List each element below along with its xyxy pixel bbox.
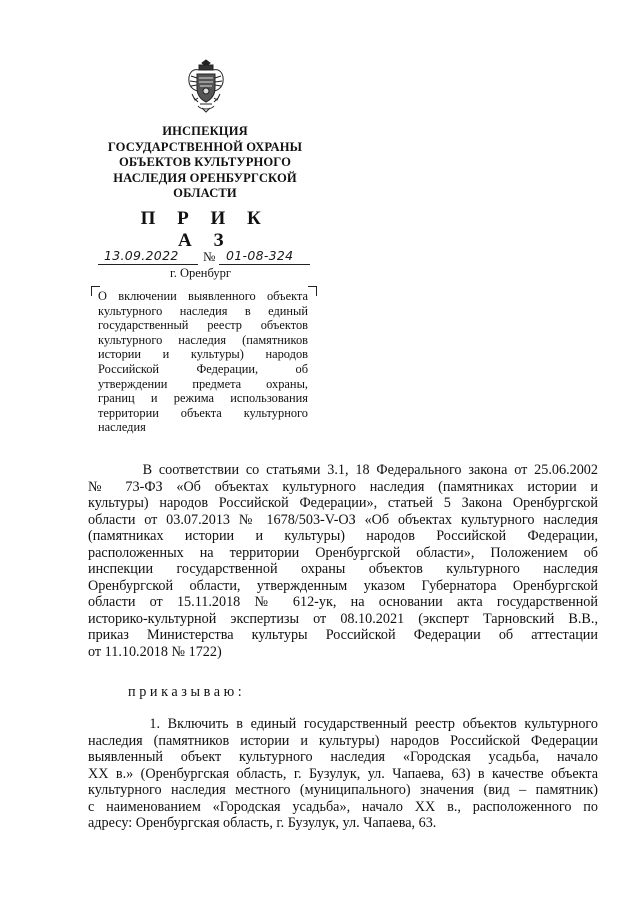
- subject-line: культурного наследия в единый: [98, 303, 308, 318]
- handwritten-date: 13.09.2022: [104, 248, 179, 263]
- city-of-issue: г. Оренбург: [170, 266, 231, 280]
- subject-line: государственный реестр объектов: [98, 318, 308, 333]
- order-subject: [98, 289, 308, 435]
- subject-line: О включении выявленного объекта: [98, 289, 308, 303]
- org-line: ОБЪЕКТОВ КУЛЬТУРНОГО: [118, 155, 292, 170]
- subject-line: истории и культуры) народов: [98, 347, 308, 362]
- subject-line: наследия: [98, 420, 146, 435]
- preamble-line: № 73-ФЗ «Об объектах культурного наследия (памятниках истории и: [88, 478, 598, 495]
- date-number-line: [98, 247, 310, 265]
- preamble-line: области от 03.07.2013 № 1678/503-V-ОЗ «Об объектах культурного наследия: [88, 511, 598, 528]
- preamble-line: приказ Министерства культуры Российской Федерации об аттестации: [88, 627, 598, 644]
- subject-bracket-right: [308, 286, 317, 296]
- order-word: приказываю:: [128, 684, 246, 700]
- preamble-line: (памятниках истории и культуры) народов Российской Федерации,: [88, 528, 598, 545]
- preamble-line: Оренбургской области, утвержденным указом Губернатора Оренбургской: [88, 577, 598, 594]
- subject-line: культурного наследия (памятников: [98, 332, 308, 347]
- org-line: НАСЛЕДИЯ ОРЕНБУРГСКОЙ: [113, 170, 297, 185]
- preamble-line: культуры) народов Российской Федерации», статьей 5 Закона Оренбургской: [88, 495, 598, 512]
- preamble-line: инспекции государственной охраны объектов культурного наследия: [88, 561, 598, 578]
- org-line: ОБЛАСТИ: [173, 186, 237, 201]
- org-line: ГОСУДАРСТВЕННОЙ ОХРАНЫ: [107, 139, 303, 154]
- item-line: XX в.» (Оренбургская область, г. Бузулук, ул. Чапаева, 63) в качестве объекта: [88, 765, 598, 782]
- preamble-line: от 11.10.2018 № 1722): [88, 644, 222, 661]
- document-type-title: П Р И К А З: [140, 208, 270, 251]
- subject-line: границ и режима использования: [98, 391, 308, 406]
- preamble-paragraph: [88, 462, 598, 661]
- preamble-line: В соответствии со статьями 3.1, 18 Федерального закона от 25.06.2002: [88, 462, 598, 478]
- issuing-organization: [96, 124, 314, 202]
- item-line: выявленный объект культурного наследия «Городская усадьба, начало: [88, 749, 598, 766]
- org-line: ИНСПЕКЦИЯ: [162, 124, 248, 138]
- item-line: культурного наследия местного (муниципального) значения (вид – памятник): [88, 782, 598, 799]
- coat-of-arms-icon: [186, 58, 226, 114]
- item-line: 1. Включить в единый государственный реестр объектов культурного: [88, 716, 598, 732]
- subject-line: утверждении предмета охраны,: [98, 376, 308, 391]
- number-underline: [219, 264, 310, 265]
- item-line: с наименованием «Городская усадьба», начало XX в., расположенного по: [88, 798, 598, 815]
- preamble-line: расположенных на территории Оренбургской области», Положением об: [88, 544, 598, 561]
- date-underline: [98, 264, 198, 265]
- handwritten-number: 01-08-324: [226, 248, 294, 263]
- subject-line: Российской Федерации, об: [98, 361, 308, 376]
- order-item-1: [88, 716, 598, 832]
- subject-line: территории объекта культурного: [98, 405, 308, 420]
- preamble-line: области от 15.11.2018 № 612-ук, на основании акта государственной: [88, 594, 598, 611]
- item-line: адресу: Оренбургская область, г. Бузулук, ул. Чапаева, 63.: [88, 815, 437, 832]
- item-line: наследия (памятников истории и культуры) народов Российской Федерации: [88, 732, 598, 749]
- preamble-line: историко-культурной экспертизы от 08.10.2021 (эксперт Тарновский В.В.,: [88, 610, 598, 627]
- number-sign: №: [203, 249, 216, 264]
